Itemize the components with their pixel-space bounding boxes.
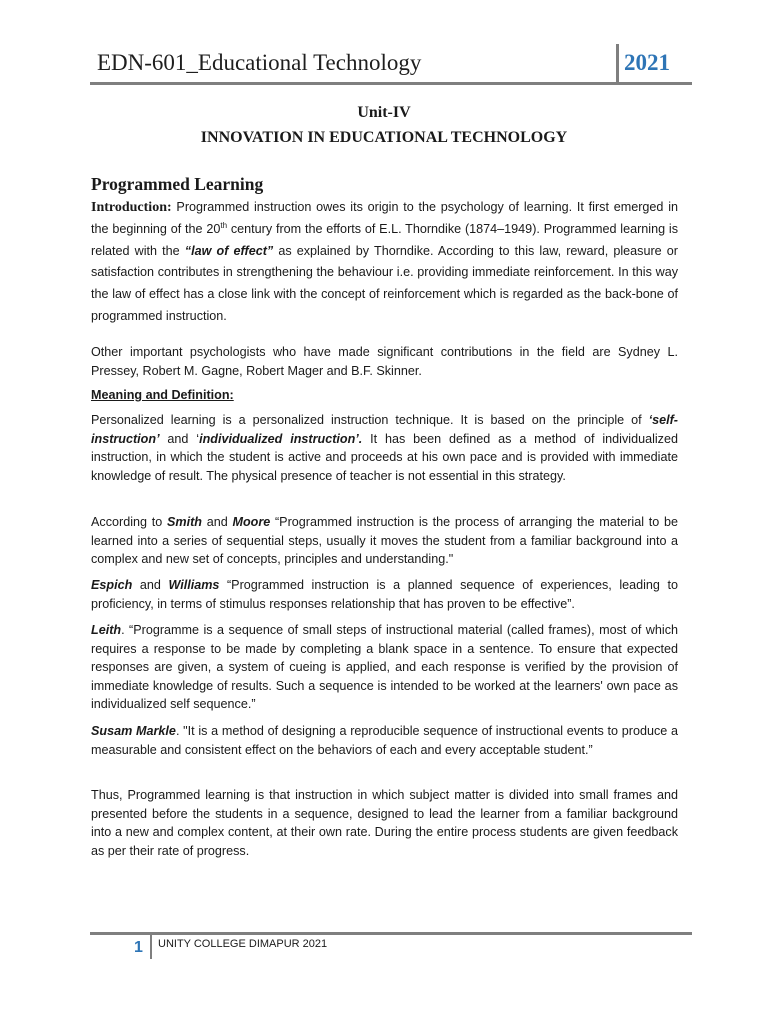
meaning-text-2: and ‘	[159, 431, 200, 446]
meaning-heading-text: Meaning and Definition:	[91, 388, 234, 402]
section-heading: Programmed Learning	[91, 174, 264, 194]
header-rule	[90, 82, 692, 85]
author-leith: Leith	[91, 623, 122, 637]
introduction-paragraph	[91, 197, 678, 328]
meaning-heading	[91, 386, 678, 405]
meaning-text-3: It has been defined as a method of individualized instruction, in which the student is active and proceeds at his own pace and is provided with immediate knowledge of result. The physical presence of teacher is not essential in this strategy.	[91, 431, 678, 483]
footer-rule	[90, 932, 692, 935]
author-espich: Espich	[91, 578, 133, 592]
summary-paragraph: Thus, Programmed learning is that instruction in which subject matter is divided into small frames and presented before the students in a sequence, designed to lead the learner from a familiar background into a new and complex content, at their own rate. During the entire process students are given feedback as per their rate of progress.	[91, 788, 678, 858]
smith-text-3: “Programmed instruction is the process of arranging the material to be learned into a series of sequential steps, usually it moves the student from a familiar background into a complex and new set of concepts, principles and understanding."	[91, 515, 678, 567]
author-moore: Moore	[232, 515, 271, 529]
footer-text: UNITY COLLEGE DIMAPUR 2021	[158, 938, 328, 950]
markle-text: . "It is a method of designing a reproducible sequence of instructional events to produce a measurable and consistent effect on the behaviors of each and every acceptable student.”	[91, 724, 679, 757]
header-course-title: EDN-601_Educational Technology	[97, 50, 422, 75]
smith-text-2: and	[201, 515, 233, 529]
espich-williams-definition	[91, 576, 678, 613]
markle-definition	[91, 722, 678, 759]
page-number: 1	[134, 939, 143, 956]
leith-text: . “Programme is a sequence of small steps of instructional material (called frames), most of which requires a response to be made by completing a blank space in a sentence. To ensure that expected responses are given, a system of cueing is applied, and each response is verified by the provision of immediate knowledge of results. Such a sequence is intended to be worked at the learners' own pace as individualized self sequence.”	[91, 623, 678, 712]
page-header	[90, 44, 692, 86]
intro-text-2: century from the efforts of E.L. Thorndike (1874–1949). Programmed learning is related with the	[91, 221, 678, 258]
footer-divider	[150, 935, 152, 959]
smith-moore-definition	[91, 513, 678, 569]
law-of-effect-term: “law of effect”	[184, 243, 274, 258]
introduction-label: Introduction:	[91, 200, 172, 215]
espich-text-2: “Programmed instruction is a planned sequence of experiences, leading to proficiency, in terms of stimulus responses relationship that has proven to be effective”.	[91, 578, 678, 611]
self-instruction-term: ‘self-instruction’	[91, 413, 678, 446]
intro-text-3: as explained by Thorndike. According to this law, reward, pleasure or satisfaction contributes in strengthening the behaviour i.e. providing immediate reinforcement. In this way the law of effect has a close link with the concept of reinforcement which is regarded as the back-bone of programmed instruction.	[91, 243, 678, 323]
meaning-paragraph	[91, 411, 678, 485]
author-williams: Williams	[168, 578, 220, 592]
author-smith: Smith	[166, 515, 202, 529]
author-markle: Susam Markle	[91, 724, 176, 738]
individualized-instruction-term: individualized instruction’.	[199, 431, 363, 446]
header-year: 2021	[624, 50, 670, 75]
intro-superscript: th	[220, 220, 228, 230]
header-divider	[616, 44, 619, 84]
leith-definition	[91, 621, 678, 714]
psychologists-paragraph: Other important psychologists who have made significant contributions in the field are Sydney L. Pressey, Robert M. Gagne, Robert Mager and B.F. Skinner.	[91, 345, 678, 378]
intro-text-1: Programmed instruction owes its origin to the psychology of learning. It first emerged in the beginning of the 20	[91, 200, 678, 236]
unit-label: Unit-IV	[357, 104, 411, 121]
meaning-text-1: Personalized learning is a personalized instruction technique. It is based on the principle of	[91, 413, 649, 427]
espich-text-1: and	[132, 578, 169, 592]
unit-title: INNOVATION IN EDUCATIONAL TECHNOLOGY	[200, 129, 568, 146]
smith-text-1: According to	[91, 515, 167, 529]
